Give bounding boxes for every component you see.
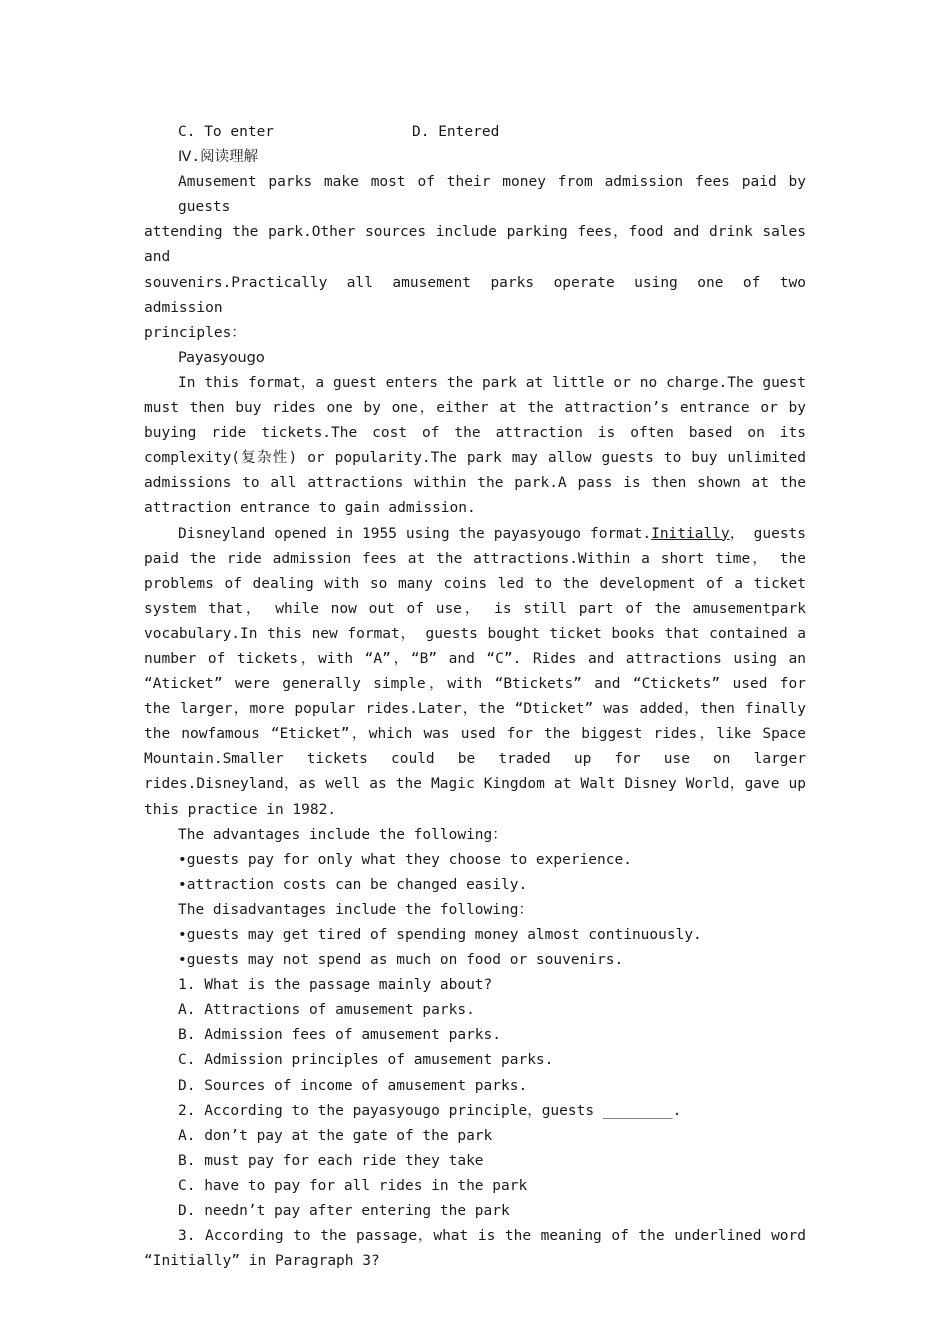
answer-option: D. Sources of income of amusement parks.: [178, 1077, 528, 1094]
question-1: [144, 973, 806, 1098]
p3-text: Disneyland opened in 1955 using the payasyougo format.: [178, 525, 652, 542]
question-stem-continued: “Initially” in Paragraph 3?: [144, 1253, 380, 1270]
question-stem: 3. According to the passage，what is the meaning of the underlined word: [178, 1228, 806, 1245]
p3-line: this practice in 1982.: [144, 801, 337, 818]
question-stem: 1. What is the passage mainly about?: [178, 977, 493, 994]
p2-line: In this format，a guest enters the park at little or no charge.The guest: [178, 374, 806, 391]
p3-line: number of tickets，with “A”，“B” and “C”. Rides and attractions using an: [144, 650, 806, 667]
question-3: [144, 1224, 806, 1274]
p3-line: the larger，more popular rides.Later，the “Dticket” was added，then finally: [144, 701, 806, 718]
p3-line: system that， while now out of use， is still part of the amusementpark: [144, 600, 806, 617]
disadvantage-item: •guests may get tired of spending money almost continuously.: [178, 927, 702, 943]
p3-line: paid the ride admission fees at the attractions.Within a short time， the: [144, 550, 806, 567]
paragraph-3: [144, 522, 806, 823]
page-content: [144, 120, 806, 1274]
answer-option: A. Attractions of amusement parks.: [178, 1002, 475, 1019]
answer-option: A. don’t pay at the gate of the park: [178, 1127, 493, 1144]
answer-option: B. must pay for each ride they take: [178, 1152, 484, 1169]
answer-option: C. have to pay for all rides in the park: [178, 1177, 528, 1194]
p2-line: admissions to all attractions within the park.A pass is then shown at the: [144, 475, 806, 492]
answer-option: C. Admission principles of amusement parks.: [178, 1052, 554, 1069]
advantages-title: The advantages include the following：: [178, 826, 507, 843]
p2-line: attraction entrance to gain admission.: [144, 500, 476, 517]
p1-line: Amusement parks make most of their money from admission fees paid by guests: [178, 174, 806, 216]
p3-line: vocabulary.In this new format， guests bought ticket books that contained a: [144, 625, 806, 642]
p3-line: the nowfamous “Eticket”，which was used for the biggest rides，like Space: [144, 726, 806, 743]
subheading-payasyougo: Payasyougo: [178, 349, 265, 366]
underlined-word: Initially: [651, 525, 730, 542]
answer-option: B. Admission fees of amusement parks.: [178, 1027, 502, 1044]
p3-line: Mountain.Smaller tickets could be traded up for use on larger: [144, 751, 806, 768]
p2-line: buying ride tickets.The cost of the attraction is often based on its: [144, 425, 806, 442]
advantage-item: •attraction costs can be changed easily.: [178, 876, 528, 893]
p3-text: ， guests: [729, 525, 807, 542]
p2-line: must then buy rides one by one，either at the attraction’s entrance or by: [144, 400, 806, 417]
p2-line: complexity(复杂性) or popularity.The park may allow guests to buy unlimited: [144, 450, 806, 467]
paragraph-2: [144, 371, 806, 522]
disadvantages-title: The disadvantages include the following：: [178, 901, 533, 918]
p3-line: problems of dealing with so many coins led to the development of a ticket: [144, 575, 806, 592]
previous-question-options: [144, 120, 806, 145]
p3-line: “Aticket” were generally simple，with “Btickets” and “Ctickets” used for: [144, 676, 806, 693]
p1-line: attending the park.Other sources include parking fees，food and drink sales and: [144, 224, 806, 266]
advantage-item: •guests pay for only what they choose to experience.: [178, 851, 632, 868]
disadvantage-item: •guests may not spend as much on food or souvenirs.: [178, 952, 624, 969]
question-2: [144, 1099, 806, 1224]
option-d: D. Entered: [412, 124, 500, 140]
answer-option: D. needn’t pay after entering the park: [178, 1203, 510, 1220]
p3-line: [144, 522, 806, 547]
paragraph-1: [144, 170, 806, 346]
section-title: Ⅳ.阅读理解: [178, 149, 259, 166]
p3-line: rides.Disneyland，as well as the Magic Kingdom at Walt Disney World，gave up: [144, 776, 806, 793]
p1-line: souvenirs.Practically all amusement parks operate using one of two admission: [144, 274, 806, 316]
question-stem: 2. According to the payasyougo principle，guests ________.: [178, 1102, 682, 1119]
option-c: C. To enter: [178, 124, 275, 140]
p1-line: principles：: [144, 324, 246, 341]
